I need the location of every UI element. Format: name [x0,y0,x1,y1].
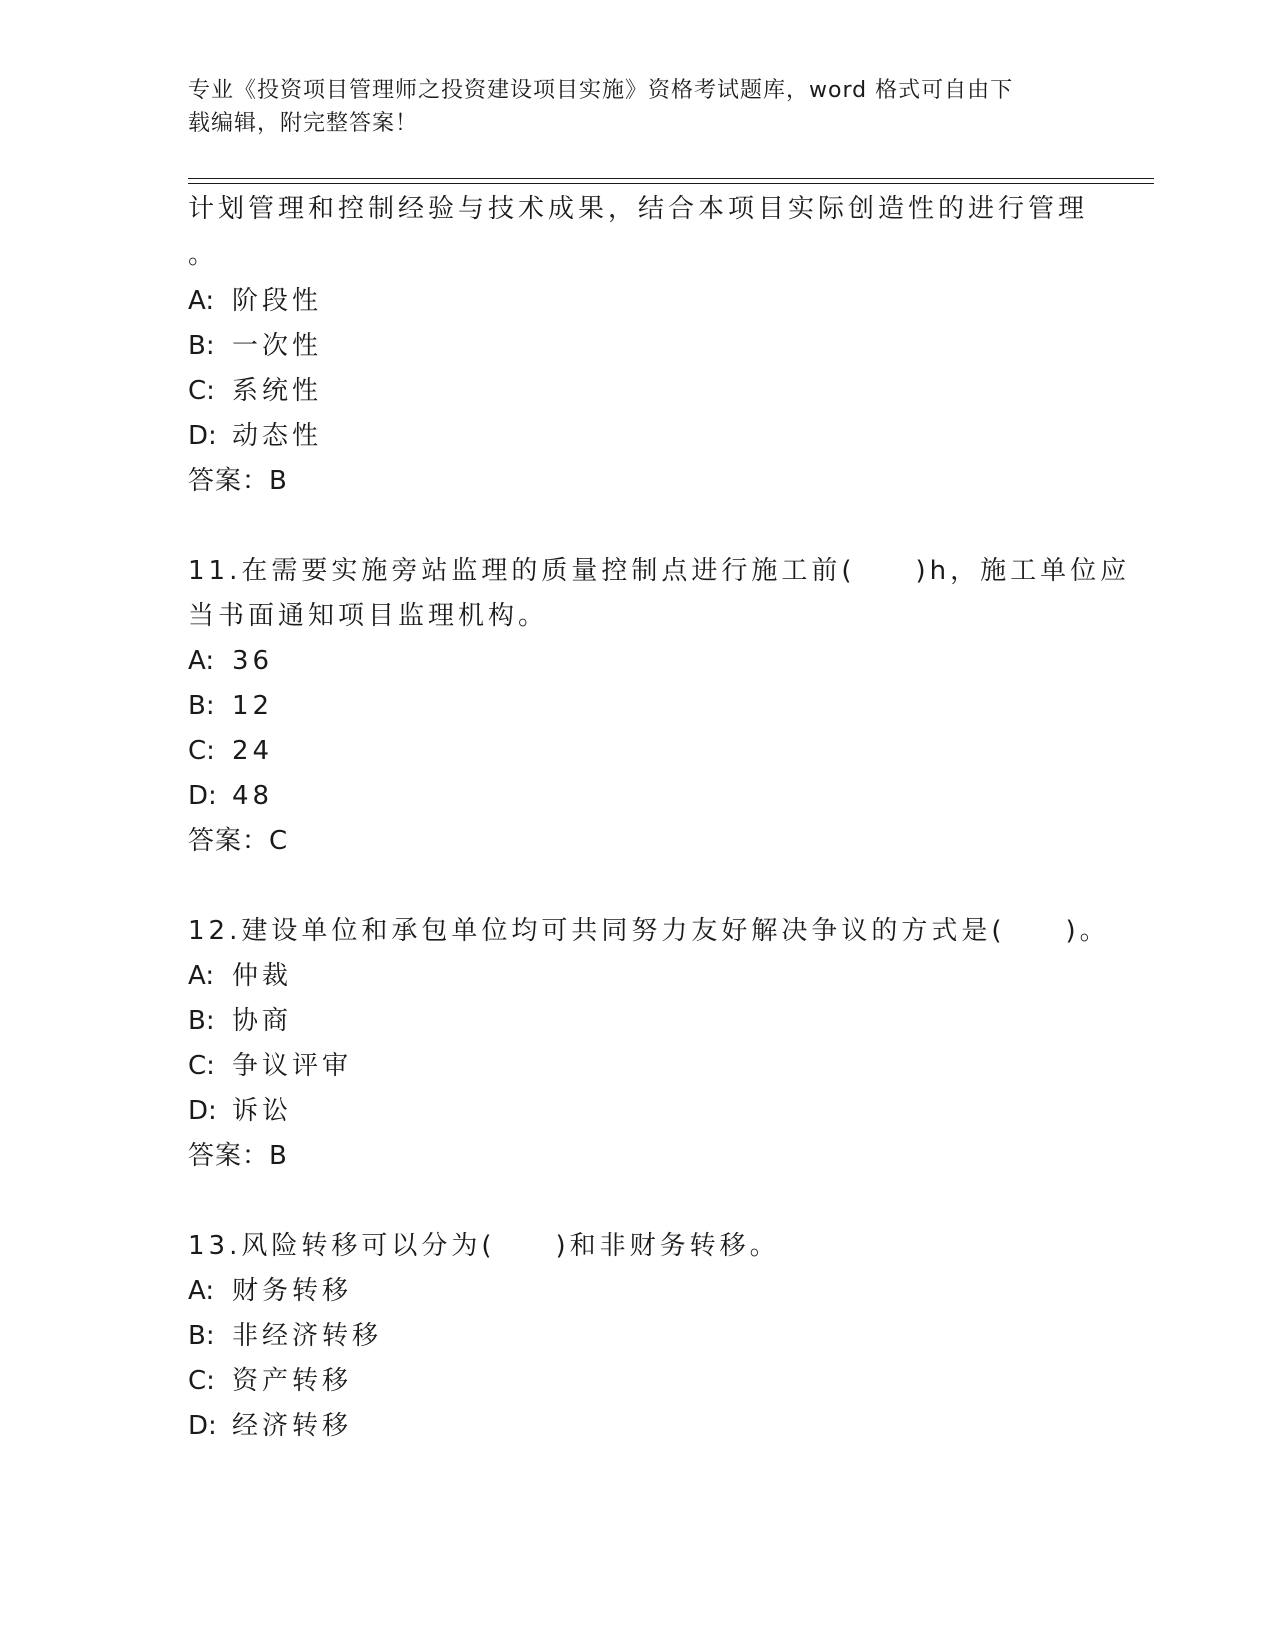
document-header [188,74,1068,140]
header-rule-bottom [188,183,1154,184]
header-line-1: 专业《投资项目管理师之投资建设项目实施》资格考试题库，word 格式可自由下 [188,78,1014,103]
option-text: 12 [232,691,274,721]
q10-text-line-1: 计划管理和控制经验与技术成果，结合本项目实际创造性的进行管理 [188,194,1089,224]
option-text: 阶段性 [232,286,323,316]
q11-option-d [188,779,273,813]
q11-text-line-2: 当书面通知项目监理机构。 [188,601,549,631]
option-letter: B: [188,1321,215,1351]
option-letter: D: [188,421,217,451]
q10-option-b [188,329,322,363]
option-text: 仲裁 [232,961,293,991]
q13-option-a [188,1274,352,1308]
q10-text-line-2: 。 [188,240,219,270]
option-letter: C: [188,376,215,406]
q11-option-c [188,734,273,768]
q12-option-c [188,1049,352,1083]
q13-text-line-1: 13.风险转移可以分为( )和非财务转移。 [188,1231,780,1261]
q13-option-c [188,1364,352,1398]
option-text: 系统性 [232,376,323,406]
header-rule-top [188,178,1154,179]
option-letter: D: [188,1411,217,1441]
option-text: 资产转移 [232,1366,353,1396]
option-letter: B: [188,331,215,361]
q12-option-b [188,1004,292,1038]
q11-option-a [188,644,273,678]
option-text: 一次性 [232,331,323,361]
option-text: 协商 [232,1006,293,1036]
q11-option-b [188,689,273,723]
option-text: 非经济转移 [232,1321,383,1351]
option-letter: D: [188,1096,217,1126]
header-line-2: 载编辑，附完整答案！ [188,111,419,136]
q12-option-a [188,959,292,993]
option-letter: B: [188,691,215,721]
option-text: 财务转移 [232,1276,353,1306]
option-letter: A: [188,286,215,316]
option-text: 24 [232,736,274,766]
q12-text-line-1: 12.建设单位和承包单位均可共同努力友好解决争议的方式是( )。 [188,916,1110,946]
q10-option-a [188,284,322,318]
option-letter: B: [188,1006,215,1036]
option-text: 动态性 [232,421,323,451]
q12-option-d [188,1094,292,1128]
q10-option-c [188,374,322,408]
q10-option-d [188,419,322,453]
option-text: 48 [232,781,274,811]
option-letter: C: [188,1366,215,1396]
option-letter: A: [188,1276,215,1306]
option-letter: C: [188,1051,215,1081]
option-text: 争议评审 [232,1051,353,1081]
option-text: 36 [232,646,274,676]
option-letter: D: [188,781,217,811]
q12-answer: 答案：B [188,1141,288,1171]
option-text: 经济转移 [232,1411,353,1441]
q11-text-line-1: 11.在需要实施旁站监理的质量控制点进行施工前( )h，施工单位应 [188,556,1131,586]
option-letter: A: [188,646,215,676]
option-text: 诉讼 [232,1096,293,1126]
option-letter: A: [188,961,215,991]
q10-answer: 答案：B [188,466,288,496]
q11-answer: 答案：C [188,826,289,856]
q13-option-d [188,1409,352,1443]
q13-option-b [188,1319,382,1353]
option-letter: C: [188,736,215,766]
